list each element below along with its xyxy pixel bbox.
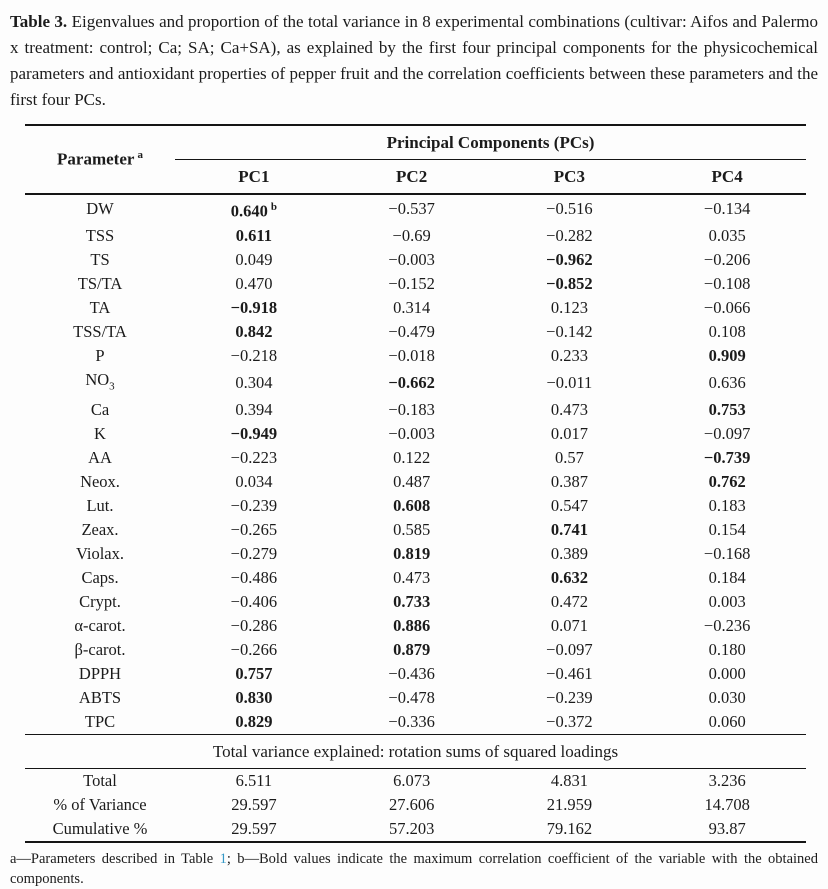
footnote-text-1: a—Parameters described in Table xyxy=(10,850,220,867)
table-1-link[interactable]: 1 xyxy=(219,850,227,867)
value-cell: 0.762 xyxy=(708,471,746,491)
table-row xyxy=(25,446,806,470)
value-cell: 0.547 xyxy=(550,495,588,515)
value-cell: −0.239 xyxy=(230,495,278,515)
table-row xyxy=(25,614,806,638)
footnote-mark-a: a xyxy=(137,149,143,162)
value-cell: −0.206 xyxy=(703,249,751,269)
value-cell: −0.478 xyxy=(388,687,435,707)
value-cell: 0.387 xyxy=(550,471,588,491)
value-cell: 0.886 xyxy=(393,615,431,635)
value-cell: 0.184 xyxy=(708,567,746,587)
parameter-cell: α-carot. xyxy=(74,615,126,635)
parameter-header xyxy=(25,125,175,194)
value-cell: 0.472 xyxy=(550,591,588,611)
summary-row xyxy=(25,817,806,842)
value-cell: −0.286 xyxy=(230,615,278,635)
value-cell: 0.733 xyxy=(393,591,431,611)
value-cell: 0.389 xyxy=(550,543,588,563)
parameter-cell: TPC xyxy=(84,711,116,731)
value-cell: 0.030 xyxy=(708,687,746,707)
table-row xyxy=(25,194,806,224)
value-cell: −0.461 xyxy=(546,663,593,683)
principal-components-header: Principal Components (PCs) xyxy=(175,125,806,160)
value-cell: 0.183 xyxy=(708,495,746,515)
caption-label: Table 3. xyxy=(10,12,68,31)
value-cell: 0.003 xyxy=(708,591,746,611)
table-row xyxy=(25,518,806,542)
value-cell: −0.239 xyxy=(546,687,593,707)
value-cell: 0.123 xyxy=(550,297,588,317)
summary-value-cell: 14.708 xyxy=(704,794,750,814)
parameter-cell: TS xyxy=(90,249,110,269)
value-cell: −0.918 xyxy=(230,297,278,317)
value-cell: 0.314 xyxy=(393,297,431,317)
footnote-text-2: ; b—Bold values indicate the maximum correlation coefficient of the variable with the obtained components. xyxy=(10,850,818,887)
summary-value-cell: 29.597 xyxy=(231,794,277,814)
table-row xyxy=(25,494,806,518)
value-cell: 0.753 xyxy=(708,399,746,419)
value-cell: −0.852 xyxy=(546,273,593,293)
value-cell: −0.236 xyxy=(703,615,751,635)
value-cell: 0.819 xyxy=(393,543,431,563)
footnote-mark-b: b xyxy=(270,201,277,213)
value-cell: 0.909 xyxy=(708,345,746,365)
summary-row xyxy=(25,793,806,817)
table-row xyxy=(25,542,806,566)
value-cell: −0.003 xyxy=(388,423,435,443)
table-header xyxy=(25,125,806,194)
value-cell: 0.487 xyxy=(393,471,431,491)
pca-table xyxy=(25,124,806,843)
parameter-cell: Cumulative % xyxy=(52,818,148,838)
value-cell: −0.372 xyxy=(546,711,593,731)
parameter-cell: $NO_3$ xyxy=(85,369,115,392)
parameter-cell: Crypt. xyxy=(79,591,121,611)
value-cell: −0.486 xyxy=(230,567,278,587)
value-cell: −0.018 xyxy=(388,345,435,365)
parameter-cell: K xyxy=(94,423,106,443)
value-cell: 0.842 xyxy=(235,321,273,341)
parameter-cell: Total xyxy=(83,770,117,790)
main-rows xyxy=(25,194,806,734)
parameter-cell: Lut. xyxy=(86,495,114,515)
parameter-subscript: 3 xyxy=(109,379,115,392)
value-cell: 0.470 xyxy=(235,273,273,293)
value-cell: −0.479 xyxy=(388,321,435,341)
value-cell: 0.757 xyxy=(235,663,273,683)
value-cell: −0.962 xyxy=(546,249,593,269)
summary-value-cell: 29.597 xyxy=(231,818,277,838)
value-cell: 0.394 xyxy=(235,399,273,419)
value-cell: −0.003 xyxy=(388,249,435,269)
value-cell: 0.473 xyxy=(550,399,588,419)
section-header-row xyxy=(25,734,806,768)
summary-value-cell: 93.87 xyxy=(708,818,746,838)
summary-value-cell: 21.959 xyxy=(546,794,593,814)
value-cell: −0.108 xyxy=(703,273,751,293)
value-cell: −0.134 xyxy=(703,199,751,219)
value-cell: −0.516 xyxy=(546,199,593,219)
summary-value-cell: 6.511 xyxy=(235,770,273,790)
caption-text: Eigenvalues and proportion of the total variance in 8 experimental combinations (cultivar: Aifos and Palermo x treatment: control; Ca; SA; Ca+SA), as explained by the first four principal components for the physicochemical parameters and antioxidant properties of pepper fruit and the correlation coefficients between these parameters and the first four PCs. xyxy=(10,12,818,109)
parameter-cell: TA xyxy=(89,297,111,317)
value-cell: −0.662 xyxy=(388,372,435,392)
summary-rows xyxy=(25,768,806,842)
pc4-header: PC4 xyxy=(711,166,743,186)
value-cell: 0.585 xyxy=(393,519,431,539)
section-header-text: Total variance explained: rotation sums of squared loadings xyxy=(25,734,806,768)
parameter-cell: TSS xyxy=(85,225,115,245)
parameter-cell: P xyxy=(95,345,105,365)
table-row xyxy=(25,470,806,494)
value-cell: 0.830 xyxy=(235,687,273,707)
parameter-cell: Ca xyxy=(90,399,110,419)
value-cell: −0.436 xyxy=(388,663,435,683)
value-cell: −0.142 xyxy=(546,321,593,341)
summary-value-cell: 79.162 xyxy=(546,818,593,838)
pc3-header: PC3 xyxy=(553,166,585,186)
parameter-cell: DW xyxy=(86,199,114,219)
parameter-cell: Zeax. xyxy=(81,519,119,539)
summary-value-cell: 3.236 xyxy=(708,770,746,790)
table-row xyxy=(25,248,806,272)
summary-value-cell: 57.203 xyxy=(388,818,435,838)
value-cell: 0.611 xyxy=(235,225,272,245)
value-cell: −0.406 xyxy=(230,591,278,611)
pc1-header: PC1 xyxy=(238,166,270,186)
value-cell: −0.949 xyxy=(230,423,278,443)
parameter-cell: Neox. xyxy=(80,471,120,491)
value-cell: 0.071 xyxy=(550,615,588,635)
value-cell: 0.57 xyxy=(554,447,584,467)
parameter-cell: β-carot. xyxy=(74,639,126,659)
table-row xyxy=(25,422,806,446)
value-cell: 0.017 xyxy=(550,423,588,443)
summary-value-cell: 6.073 xyxy=(393,770,431,790)
parameter-cell: Caps. xyxy=(81,567,119,587)
value-cell: −0.097 xyxy=(703,423,751,443)
value-cell: 0.879 xyxy=(393,639,431,659)
value-cell: 0.640 $^b$ xyxy=(230,201,277,221)
value-cell: 0.180 xyxy=(708,639,746,659)
table-row xyxy=(25,272,806,296)
table-row xyxy=(25,638,806,662)
value-cell: −0.537 xyxy=(388,199,435,219)
parameter-header-label: Parameter xyxy=(57,149,135,169)
parameter-cell: Violax. xyxy=(75,543,125,563)
table-row xyxy=(25,224,806,248)
value-cell: 0.122 xyxy=(393,447,431,467)
table-row xyxy=(25,296,806,320)
value-cell: 0.473 xyxy=(393,567,431,587)
value-cell: 0.741 xyxy=(550,519,588,539)
value-cell: −0.223 xyxy=(230,447,278,467)
parameter-cell: TS/TA xyxy=(77,273,123,293)
value-cell: −0.168 xyxy=(703,543,751,563)
value-cell: −0.152 xyxy=(388,273,435,293)
value-cell: −0.097 xyxy=(546,639,593,659)
value-cell: 0.060 xyxy=(708,711,746,731)
summary-value-cell: 4.831 xyxy=(550,770,588,790)
value-cell: 0.035 xyxy=(708,225,746,245)
summary-value-cell: 27.606 xyxy=(388,794,435,814)
table-row xyxy=(25,566,806,590)
value-cell: 0.000 xyxy=(708,663,746,683)
value-cell: 0.034 xyxy=(235,471,273,491)
value-cell: 0.636 xyxy=(708,372,746,392)
value-cell: −0.282 xyxy=(546,225,593,245)
table-row xyxy=(25,710,806,735)
value-cell: 0.154 xyxy=(708,519,746,539)
table-footnote xyxy=(10,849,818,889)
table-row xyxy=(25,398,806,422)
table-caption xyxy=(10,9,818,113)
value-cell: −0.279 xyxy=(230,543,278,563)
value-cell: −0.265 xyxy=(230,519,278,539)
parameter-cell: DPPH xyxy=(78,663,122,683)
table-row xyxy=(25,686,806,710)
table-row xyxy=(25,590,806,614)
parameter-cell: TSS/TA xyxy=(73,321,127,341)
summary-row xyxy=(25,768,806,793)
header-row-group xyxy=(25,125,806,160)
value-cell: 0.304 xyxy=(235,372,273,392)
value-cell: −0.218 xyxy=(230,345,278,365)
value-cell: 0.632 xyxy=(550,567,588,587)
table-row xyxy=(25,344,806,368)
section-header-body xyxy=(25,734,806,768)
value-cell: −0.336 xyxy=(388,711,435,731)
value-cell: −0.266 xyxy=(230,639,278,659)
parameter-cell: ABTS xyxy=(78,687,122,707)
parameter-cell: % of Variance xyxy=(53,794,147,814)
table-row xyxy=(25,320,806,344)
value-cell: −0.066 xyxy=(703,297,751,317)
value-cell: −0.183 xyxy=(388,399,435,419)
table-row xyxy=(25,368,806,398)
table-row xyxy=(25,662,806,686)
value-cell: 0.108 xyxy=(708,321,746,341)
value-cell: −0.69 xyxy=(392,225,431,245)
pc2-header: PC2 xyxy=(396,166,428,186)
value-cell: 0.829 xyxy=(235,711,273,731)
value-cell: 0.233 xyxy=(550,345,588,365)
value-cell: 0.049 xyxy=(235,249,273,269)
value-cell: 0.608 xyxy=(393,495,431,515)
parameter-cell: AA xyxy=(88,447,112,467)
value-cell: −0.739 xyxy=(703,447,751,467)
value-cell: −0.011 xyxy=(546,372,593,392)
